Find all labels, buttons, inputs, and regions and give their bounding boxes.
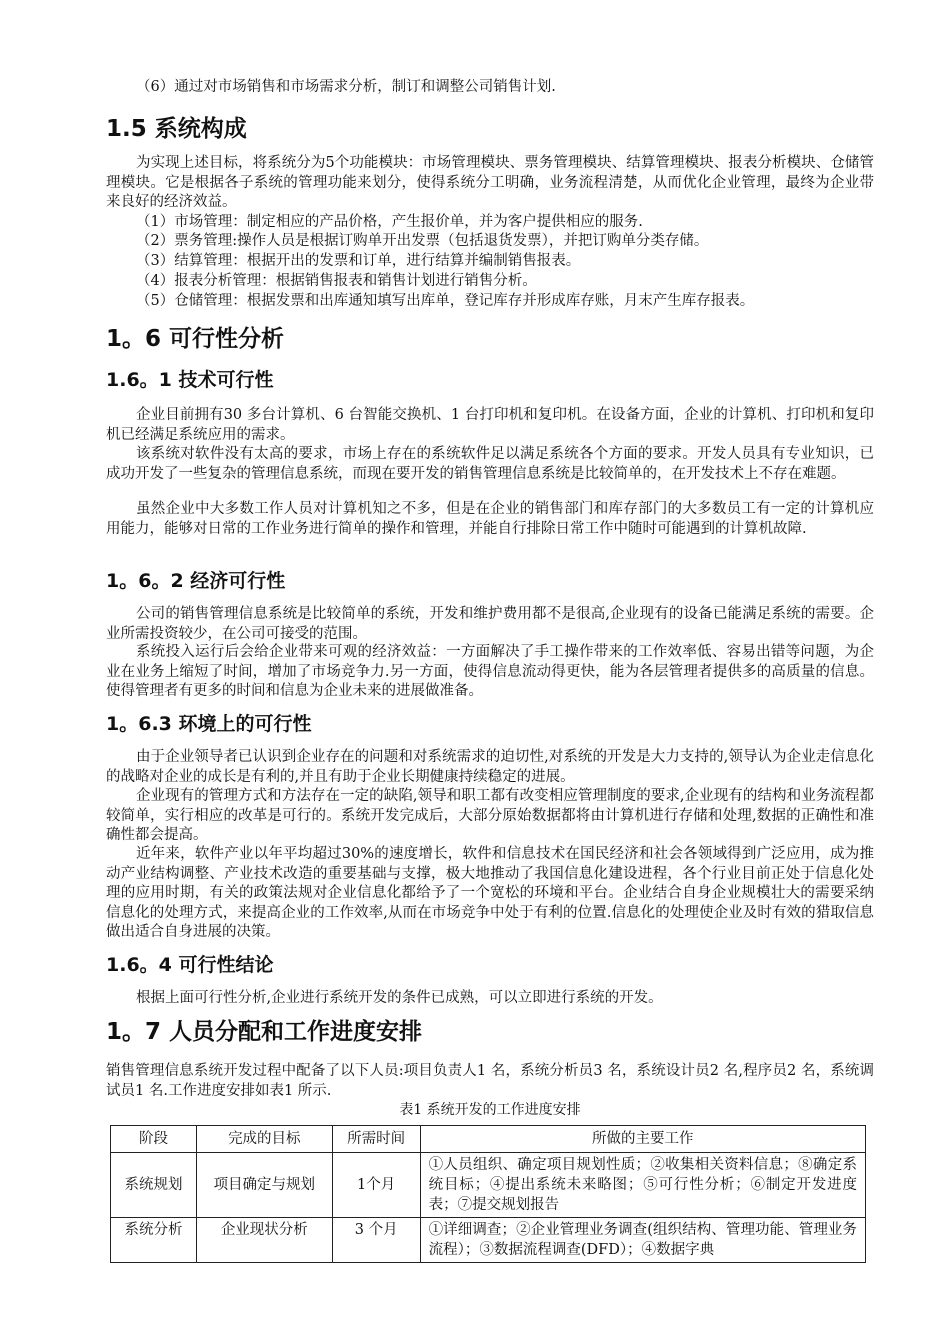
module-item-2: （2）票务管理:操作人员是根据订购单开出发票（包括退货发票），并把订购单分类存储。 [136, 233, 709, 249]
module-item-4: （4）报表分析管理：根据销售报表和销售计划进行销售分析。 [136, 273, 537, 289]
header-main-work: 所做的主要工作 [420, 1126, 865, 1153]
table-row [111, 1218, 866, 1263]
heading-1-6-3: 1。6.3 环境上的可行性 [106, 713, 312, 735]
module-item-1: （1）市场管理：制定相应的产品价格，产生报价单，并为客户提供相应的服务. [136, 214, 643, 230]
cell-duration: 3 个月 [332, 1218, 420, 1263]
cell-phase: 系统规划 [111, 1153, 197, 1218]
paragraph-env-management: 企业现有的管理方式和方法存在一定的缺陷,领导和职工都有改变相应管理制度的要求,企业现有的结构和业务流程都较简单，实行相应的改革是可行的。系统开发完成后，大部分原始数据都将由计算机进行存储和处理,数据的正确性和准确性都会提高。 [106, 788, 874, 843]
heading-1-7: 1。7 人员分配和工作进度安排 [106, 1019, 423, 1045]
paragraph-staffing: 销售管理信息系统开发过程中配备了以下人员:项目负责人1 名，系统分析员3 名，系统设计员2 名,程序员2 名，系统调试员1 名.工作进度安排如表1 所示. [106, 1063, 874, 1099]
paragraph-system-modules: 为实现上述目标，将系统分为5个功能模块：市场管理模块、票务管理模块、结算管理模块、报表分析模块、仓储管理模块。它是根据各子系统的管理功能来划分，使得系统分工明确，业务流程清楚，从而优化企业管理，最终为企业带来良好的经济效益。 [106, 155, 874, 210]
header-phase: 阶段 [111, 1126, 197, 1153]
cell-duration: 1个月 [332, 1153, 420, 1218]
header-duration: 所需时间 [332, 1126, 420, 1153]
goal-item-6: （6）通过对市场销售和市场需求分析，制订和调整公司销售计划. [136, 79, 556, 95]
paragraph-econ-cost: 公司的销售管理信息系统是比较简单的系统，开发和维护费用都不是很高,企业现有的设备已能满足系统的需要。企业所需投资较少，在公司可接受的范围。 [106, 606, 874, 642]
paragraph-tech-staff: 虽然企业中大多数工作人员对计算机知之不多，但是在企业的销售部门和库存部门的大多数员工有一定的计算机应用能力，能够对日常的工作业务进行简单的操作和管理，并能自行排除日常工作中随时可能遇到的计算机故障. [106, 501, 874, 537]
paragraph-tech-equipment: 企业目前拥有30 多台计算机、6 台智能交换机、1 台打印机和复印机。在设备方面，企业的计算机、打印机和复印机已经满足系统应用的需求。 [106, 407, 874, 443]
cell-main-work: ①详细调查；②企业管理业务调查(组织结构、管理功能、管理业务流程）；③数据流程调查(DFD）；④数据字典 [420, 1218, 865, 1263]
paragraph-env-leadership: 由于企业领导者已认识到企业存在的问题和对系统需求的迫切性,对系统的开发是大力支持的,领导认为企业走信息化的战略对企业的成长是有利的,并且有助于企业长期健康持续稳定的进展。 [106, 749, 874, 785]
heading-1-6-1: 1.6。1 技术可行性 [106, 369, 274, 391]
module-item-3: （3）结算管理：根据开出的发票和订单，进行结算并编制销售报表。 [136, 253, 581, 269]
heading-1-5: 1.5 系统构成 [106, 116, 247, 142]
heading-1-6-4: 1.6。4 可行性结论 [106, 954, 274, 976]
cell-phase: 系统分析 [111, 1218, 197, 1263]
cell-goal: 项目确定与规划 [196, 1153, 332, 1218]
paragraph-tech-software: 该系统对软件没有太高的要求，市场上存在的系统软件足以满足系统各个方面的要求。开发人员具有专业知识，已成功开发了一些复杂的管理信息系统，而现在要开发的销售管理信息系统是比较简单的，在开发技术上不存在难题。 [106, 446, 874, 482]
table-caption: 表1 系统开发的工作进度安排 [399, 1102, 581, 1118]
module-item-5: （5）仓储管理：根据发票和出库通知填写出库单，登记库存并形成库存账，月末产生库存报表。 [136, 293, 755, 309]
paragraph-econ-benefit: 系统投入运行后会给企业带来可观的经济效益：一方面解决了手工操作带来的工作效率低、容易出错等问题，为企业在业务上缩短了时间，增加了市场竞争力.另一方面，使得信息流动得更快，能为各层管理者提供多的高质量的信息。使得管理者有更多的时间和信息为企业未来的进展做准备。 [106, 644, 874, 699]
paragraph-conclusion: 根据上面可行性分析,企业进行系统开发的条件已成熟，可以立即进行系统的开发。 [136, 990, 663, 1006]
cell-main-work: ①人员组织、确定项目规划性质；②收集相关资料信息；⑧确定系统目标；④提出系统未来略图；⑤可行性分析；⑥制定开发进度表；⑦提交规划报告 [420, 1153, 865, 1218]
cell-goal: 企业现状分析 [196, 1218, 332, 1263]
table-row [111, 1153, 866, 1218]
heading-1-6: 1。6 可行性分析 [106, 326, 285, 352]
heading-1-6-2: 1。6。2 经济可行性 [106, 570, 286, 592]
table-header-row [111, 1126, 866, 1153]
header-goal: 完成的目标 [196, 1126, 332, 1153]
schedule-table [110, 1125, 866, 1263]
paragraph-env-industry: 近年来，软件产业以年平均超过30%的速度增长，软件和信息技术在国民经济和社会各领域得到广泛应用，成为推动产业结构调整、产业技术改造的重要基础与支撑，极大地推动了我国信息化建设进程，各个行业目前正处于信息化处理的应用时期，有关的政策法规对企业信息化都给予了一个宽松的环境和平台。企业结合自身企业规模壮大的需要采纳信息化的处理方式，来提高企业的工作效率,从而在市场竞争中处于有利的位置.信息化的处理使企业及时有效的猎取信息做出适合自身进展的决策。 [106, 846, 874, 940]
